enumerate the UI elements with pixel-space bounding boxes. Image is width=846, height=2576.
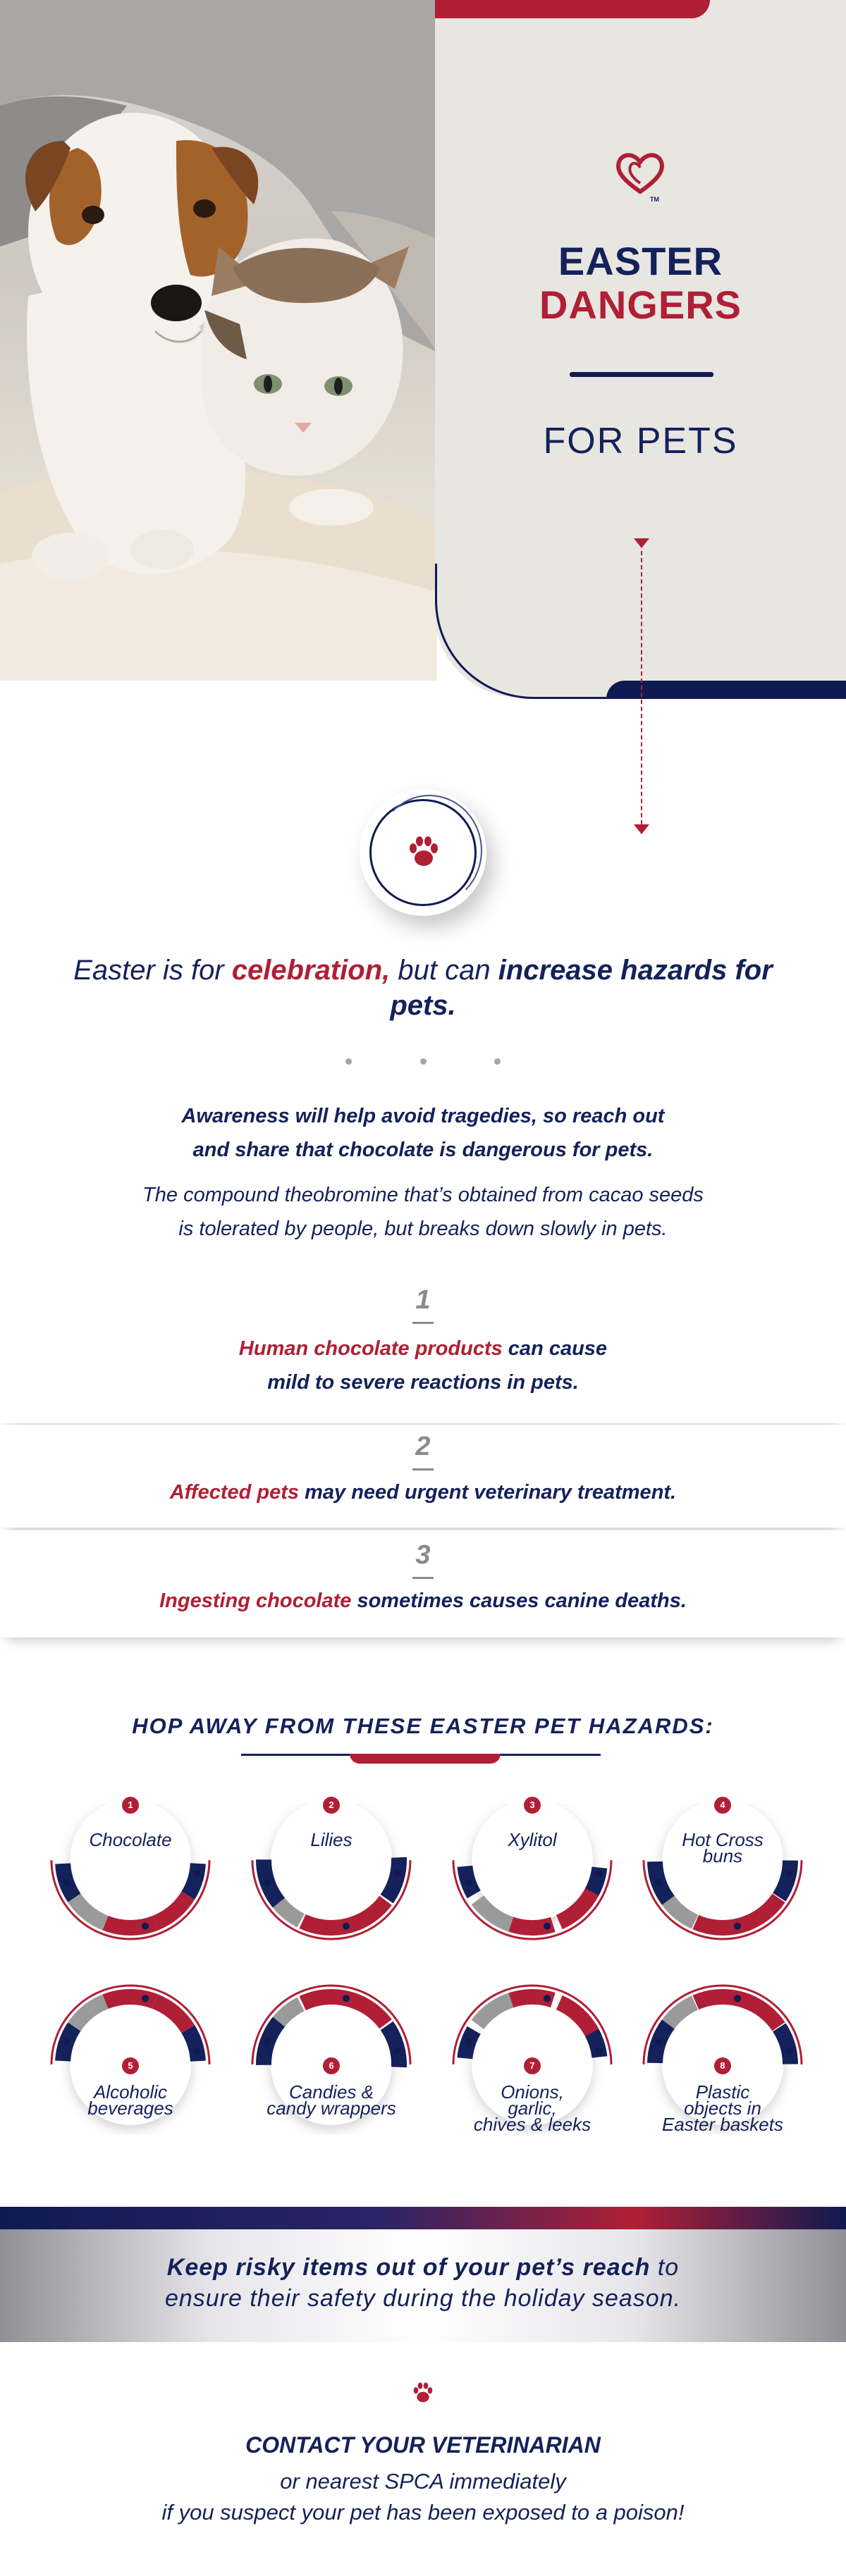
hazard-number: 4 <box>714 1797 731 1814</box>
paw-medallion <box>360 789 486 916</box>
hazard-number: 3 <box>524 1797 541 1814</box>
banner-top-stripe <box>0 2207 846 2229</box>
dashed-connector <box>641 551 642 824</box>
banner-line1-rest: to <box>650 2254 680 2281</box>
hazards-title-accent <box>350 1754 501 1764</box>
hazard-label-line1: Xylitol <box>508 1829 557 1850</box>
paw-icon <box>405 833 443 871</box>
hazard-item <box>236 1800 427 1973</box>
intro-p1-line1: Awareness will help avoid tragedies, so reach out <box>181 1105 665 1127</box>
hazard-label <box>462 2081 603 2135</box>
fact-number-rule <box>412 1468 434 1470</box>
fact-number-rule <box>412 1322 434 1324</box>
intro-p2-line1: The compound theobromine that’s obtained from cacao seeds <box>142 1184 704 1206</box>
panel-bottom-accent <box>606 681 846 699</box>
hazard-number: 2 <box>323 1797 340 1814</box>
hazard-label <box>60 1829 201 1850</box>
hazard-label <box>261 1829 402 1850</box>
hazard-label <box>462 1829 603 1850</box>
hero-divider <box>570 372 713 377</box>
arrow-down-icon <box>634 538 649 548</box>
hazard-label-line2: beverages <box>87 2098 173 2119</box>
hazards-title: HOP AWAY FROM THESE EASTER PET HAZARDS: <box>132 1714 714 1738</box>
banner-bold: Keep risky items out of your pet’s reach <box>166 2254 651 2281</box>
fact-highlight: Affected pets <box>169 1481 300 1504</box>
fact-text <box>70 1584 776 1618</box>
hazard-number: 5 <box>122 2057 139 2074</box>
intro-headline <box>70 953 776 1023</box>
paw-icon <box>410 2380 436 2405</box>
hazard-label-line3: chives & leeks <box>473 2114 591 2135</box>
hazard-label-line1: Hot Cross <box>682 1829 764 1850</box>
fact-card-1 <box>0 1275 846 1423</box>
hazard-item <box>35 1800 226 1973</box>
hazard-item <box>35 1966 226 2135</box>
fact-number: 2 <box>415 1432 431 1461</box>
panel-edge-curve <box>435 564 632 699</box>
fact-text-line1: may need urgent veterinary treatment. <box>299 1481 677 1504</box>
fact-text-line1: can cause <box>502 1337 608 1360</box>
hazard-label-line2: objects in <box>684 2098 761 2119</box>
fact-card-2 <box>0 1425 846 1528</box>
hazard-item <box>437 1966 627 2135</box>
hazard-label-line2: buns <box>702 1845 743 1866</box>
hazard-item <box>236 1966 427 2135</box>
fact-number: 1 <box>415 1285 431 1315</box>
fact-text-line1: sometimes causes canine deaths. <box>351 1590 687 1612</box>
dog-and-cat-photo <box>0 0 437 681</box>
intro-p1-line2: and share that chocolate is dangerous for pets. <box>192 1139 654 1161</box>
intro-headline-part1: Easter is for <box>73 955 232 986</box>
fact-text <box>70 1475 776 1509</box>
hazard-label-line1: Alcoholic <box>93 2081 168 2103</box>
hazard-number: 1 <box>122 1797 139 1814</box>
fact-highlight: Ingesting chocolate <box>159 1590 352 1612</box>
contact-line2: if you suspect your pet has been exposed to a poison! <box>161 2500 685 2525</box>
contact-line1: or nearest SPCA immediately <box>280 2469 566 2494</box>
fact-highlight: Human chocolate products <box>238 1337 503 1360</box>
hazard-label <box>652 2081 793 2135</box>
fact-text <box>70 1332 776 1399</box>
intro-headline-part2: but can <box>390 955 498 986</box>
logo-trademark: TM <box>650 196 659 203</box>
intro-headline-bold: increase hazards for pets. <box>390 955 773 1021</box>
contact-text <box>70 2466 776 2528</box>
intro-headline-highlight: celebration, <box>231 955 391 986</box>
hazard-label-line2: garlic, <box>508 2098 557 2119</box>
heart-logo-icon <box>612 147 668 203</box>
hazard-item <box>437 1800 627 1973</box>
intro-paragraph-theobromine <box>85 1178 761 1246</box>
dot-separator <box>345 1058 501 1065</box>
fact-card-3 <box>0 1530 846 1637</box>
hazard-item <box>627 1966 818 2135</box>
intro-p2-line2: is tolerated by people, but breaks down slowly in pets. <box>178 1218 668 1240</box>
hero-subtitle: FOR PETS <box>543 421 738 462</box>
hazard-label-line1: Lilies <box>310 1829 352 1850</box>
hazard-number: 6 <box>323 2057 340 2074</box>
fact-number: 3 <box>415 1540 431 1570</box>
hazard-item <box>627 1800 818 1973</box>
hazard-label <box>60 2081 201 2119</box>
hazard-number: 7 <box>524 2057 541 2074</box>
hazard-label-line1: Onions, <box>501 2081 564 2103</box>
arrow-down-icon <box>634 824 649 834</box>
hazard-label-line1: Candies & <box>289 2081 374 2103</box>
fact-text-line2: mild to severe reactions in pets. <box>267 1371 579 1394</box>
hazard-label-line1: Plastic <box>695 2081 750 2103</box>
banner-text <box>70 2252 776 2314</box>
hazard-label-line2: candy wrappers <box>266 2098 396 2119</box>
banner-line2: ensure their safety during the holiday season. <box>164 2285 682 2312</box>
intro-paragraph-awareness <box>106 1099 740 1167</box>
contact-heading: CONTACT YOUR VETERINARIAN <box>245 2432 601 2458</box>
hazard-label-line1: Chocolate <box>89 1829 172 1850</box>
hazard-label <box>261 2081 402 2119</box>
hazard-label-line3: Easter baskets <box>662 2114 783 2135</box>
hero-title-line1: EASTER <box>558 239 723 283</box>
fact-number-rule <box>412 1577 434 1579</box>
hero-section <box>0 0 846 705</box>
hazard-label <box>652 1829 793 1866</box>
hero-title-line2: DANGERS <box>539 283 742 327</box>
hazard-number: 8 <box>714 2057 731 2074</box>
panel-top-accent <box>435 0 710 18</box>
